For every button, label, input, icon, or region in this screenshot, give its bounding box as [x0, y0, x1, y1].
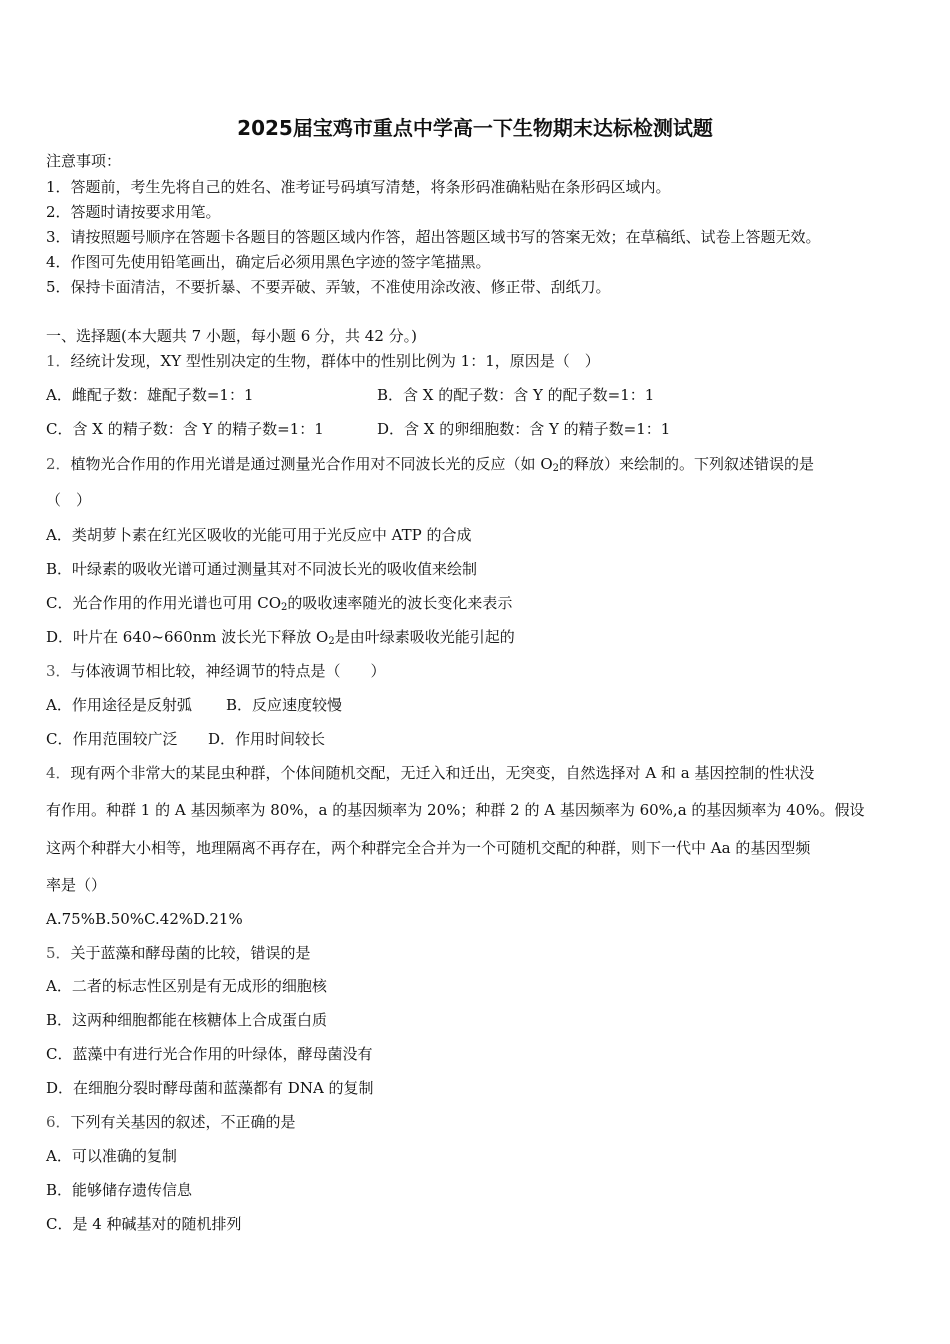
q2-paren: （ ）	[46, 491, 92, 509]
q6-option-b: B．能够储存遗传信息	[46, 1181, 193, 1199]
q5-option-d: D．在细胞分裂时酵母菌和蓝藻都有 DNA 的复制	[46, 1079, 374, 1097]
question-text: 下列有关基因的叙述，不正确的是	[70, 1113, 296, 1131]
subscript: 2	[552, 463, 559, 474]
q4-line-3: 这两个种群大小相等，地理隔离不再存在，两个种群完全合并为一个可随机交配的种群，则下一代中 Aa 的基因型频	[46, 839, 811, 857]
question-1	[46, 352, 600, 370]
q3-option-a: A．作用途径是反射弧	[46, 696, 192, 714]
notice-heading: 注意事项：	[46, 152, 122, 170]
question-number: 2．	[46, 455, 71, 473]
q1-option-c: C．含 X 的精子数：含 Y 的精子数=1：1	[46, 420, 324, 438]
notice-item-4: 4．作图可先使用铅笔画出，确定后必须用黑色字迹的签字笔描黑。	[46, 253, 491, 271]
q3-option-c: C．作用范围较广泛	[46, 730, 178, 748]
q4-options: A.75%B.50%C.42%D.21%	[46, 910, 243, 928]
notice-item-2: 2．答题时请按要求用笔。	[46, 203, 221, 221]
question-text-cont: 的释放）来绘制的。下列叙述错误的是	[559, 455, 815, 473]
q1-option-b: B．含 X 的配子数：含 Y 的配子数=1：1	[377, 386, 655, 404]
question-3	[46, 662, 386, 680]
question-number: 1．	[46, 352, 71, 370]
q2-option-b: B．叶绿素的吸收光谱可通过测量其对不同波长光的吸收值来绘制	[46, 560, 478, 578]
question-text: 现有两个非常大的某昆虫种群，个体间随机交配，无迁入和迁出，无突变，自然选择对 A 和 a 基因控制的性状没	[70, 764, 815, 782]
question-text: 经统计发现，XY 型性别决定的生物，群体中的性别比例为 1：1，原因是（ ）	[70, 352, 600, 370]
notice-item-1: 1．答题前，考生先将自己的姓名、准考证号码填写清楚，将条形码准确粘贴在条形码区域内。	[46, 178, 671, 196]
section-heading: 一、选择题(本大题共 7 小题，每小题 6 分，共 42 分。)	[46, 327, 417, 345]
question-text: 植物光合作用的作用光谱是通过测量光合作用对不同波长光的反应（如 O	[70, 455, 553, 473]
option-text: C．光合作用的作用光谱也可用 CO	[46, 594, 282, 612]
q5-option-b: B．这两种细胞都能在核糖体上合成蛋白质	[46, 1011, 328, 1029]
notice-item-3: 3．请按照题号顺序在答题卡各题目的答题区域内作答，超出答题区域书写的答案无效；在草稿纸、试卷上答题无效。	[46, 228, 821, 246]
question-number: 5．	[46, 944, 71, 962]
subscript: 2	[328, 636, 335, 647]
question-number: 6．	[46, 1113, 71, 1131]
q2-option-c	[46, 594, 512, 617]
question-4	[46, 764, 814, 782]
question-number: 3．	[46, 662, 71, 680]
subscript: 2	[281, 602, 288, 613]
q4-line-2: 有作用。种群 1 的 A 基因频率为 80%，a 的基因频率为 20%；种群 2 的 A 基因频率为 60%,a 的基因频率为 40%。假设	[46, 801, 865, 819]
q5-option-c: C．蓝藻中有进行光合作用的叶绿体，酵母菌没有	[46, 1045, 373, 1063]
q2-option-d	[46, 628, 515, 651]
page-title: 2025届宝鸡市重点中学高一下生物期末达标检测试题	[237, 116, 713, 140]
question-text: 与体液调节相比较，神经调节的特点是（ ）	[70, 662, 386, 680]
question-text: 关于蓝藻和酵母菌的比较，错误的是	[70, 944, 311, 962]
question-number: 4．	[46, 764, 71, 782]
question-6	[46, 1113, 296, 1131]
q5-option-a: A．二者的标志性区别是有无成形的细胞核	[46, 977, 327, 995]
q6-option-a: A．可以准确的复制	[46, 1147, 177, 1165]
option-text-cont: 的吸收速率随光的波长变化来表示	[287, 594, 513, 612]
notice-item-5: 5．保持卡面清洁，不要折暴、不要弄破、弄皱，不准使用涂改液、修正带、刮纸刀。	[46, 278, 611, 296]
q3-option-b: B．反应速度较慢	[226, 696, 343, 714]
q4-line-4: 率是（）	[46, 876, 107, 894]
question-2	[46, 455, 814, 478]
option-text-cont: 是由叶绿素吸收光能引起的	[334, 628, 515, 646]
q3-option-d: D．作用时间较长	[208, 730, 326, 748]
q6-option-c: C．是 4 种碱基对的随机排列	[46, 1215, 242, 1233]
q2-option-a: A．类胡萝卜素在红光区吸收的光能可用于光反应中 ATP 的合成	[46, 526, 472, 544]
option-text: D．叶片在 640~660nm 波长光下释放 O	[46, 628, 329, 646]
q1-option-d: D．含 X 的卵细胞数：含 Y 的精子数=1：1	[377, 420, 671, 438]
q1-option-a: A．雌配子数：雄配子数=1：1	[46, 386, 254, 404]
question-5	[46, 944, 311, 962]
